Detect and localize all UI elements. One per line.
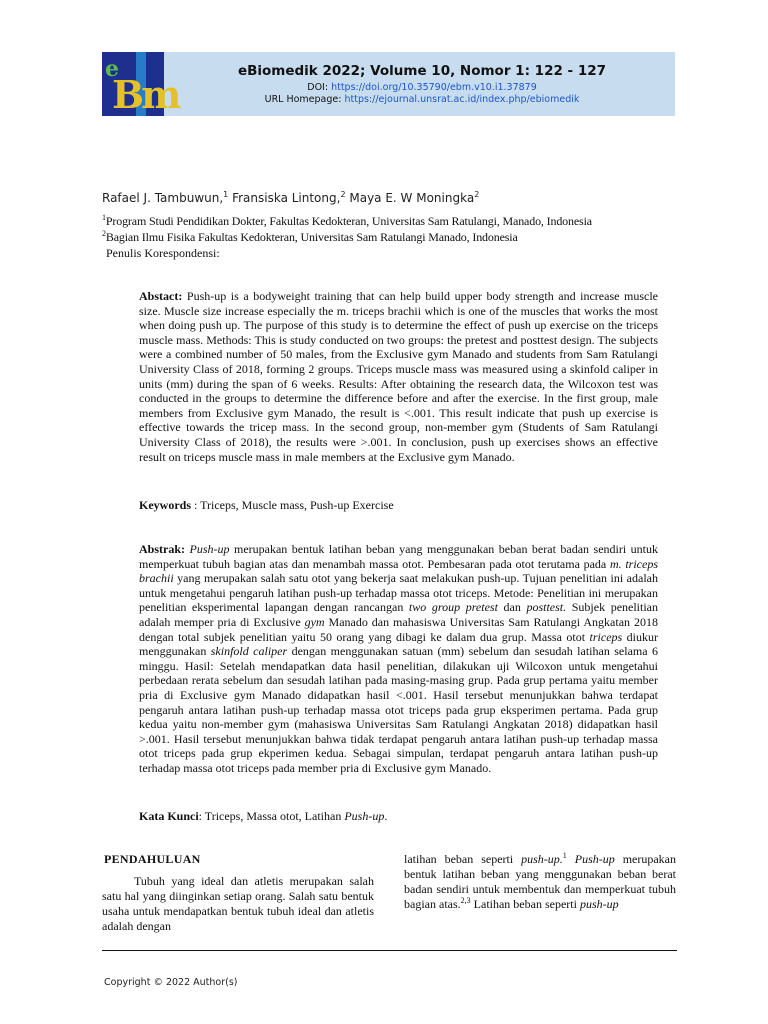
logo-letter-e: e bbox=[105, 56, 119, 82]
intro-right-seg: Latihan beban seperti bbox=[470, 897, 580, 911]
affiliation-2 bbox=[102, 230, 518, 245]
affiliation-2-text: Bagian Ilmu Fisika Fakultas Kedokteran, Universitas Sam Ratulangi Manado, Indonesia bbox=[105, 230, 518, 244]
abstract-english bbox=[139, 289, 658, 464]
intro-right-italic: Push-up bbox=[574, 852, 615, 866]
abstract-id-italic: posttest. bbox=[526, 600, 567, 615]
doi-link[interactable]: https://doi.org/10.35790/ebm.v10.i1.37879 bbox=[331, 82, 537, 93]
footer-divider bbox=[102, 950, 677, 951]
abstract-english-text: Push-up is a bodyweight training that can help build upper body strength and increase muscle size. Muscle size increase especially the m. triceps brachii which is one of the muscles that works the most when doing push up. The purpose of this study is to determine the effect of push up exercise on the triceps muscle mass. Methods: This is study conducted on two groups: the pretest and posttest design. The subjects were a combined number of 50 males, from the Exclusive gym Manado and students from Sam Ratulangi University Class of 2018, forming 2 groups. Triceps muscle mass was measured using a skinfold caliper in units (mm) during the span of 6 weeks. Results: After obtaining the research data, the Wilcoxon test was conducted in the groups to determine the difference before and after the exercise. In the first group, male members from Exclusive gym Manado, the result is <.001. This result indicate that push up exercise is effective towards the tricep mass. In the second group, non-member gym (Students of Sam Ratulangi University Class of 2018), the results were >.001. In conclusion, push up exercises shows an effective result on triceps muscle mass in male members at the Exclusive gym Manado. bbox=[139, 289, 658, 464]
intro-column-right bbox=[404, 852, 676, 912]
doi-label: DOI: bbox=[307, 82, 332, 93]
citation-sup: 1 bbox=[562, 851, 567, 860]
intro-right-seg: merupakan bentuk latihan beban yang menggunakan beban berat badan sendiri untuk membentuk dan memperkuat tubuh bagian atas. bbox=[404, 852, 677, 911]
corresponding-author: Penulis Korespondensi: bbox=[106, 246, 220, 260]
section-heading-pendahuluan: PENDAHULUAN bbox=[104, 852, 201, 866]
abstract-indonesian-label: Abstrak: bbox=[139, 542, 186, 556]
affiliation-1-text: Program Studi Pendidikan Dokter, Fakultas Kedokteran, Universitas Sam Ratulangi, Manado, Indonesia bbox=[105, 214, 592, 228]
journal-citation: eBiomedik 2022; Volume 10, Nomor 1: 122 - 127 bbox=[237, 63, 607, 79]
abstract-id-italic: triceps bbox=[589, 629, 623, 644]
author-1: Rafael J. Tambuwun, bbox=[102, 191, 224, 205]
author-3-sup: 2 bbox=[474, 190, 480, 199]
author-list bbox=[102, 191, 479, 205]
author-3: Maya E. W Moningka bbox=[345, 191, 475, 205]
homepage-link[interactable]: https://ejournal.unsrat.ac.id/index.php/ebiomedik bbox=[344, 94, 580, 105]
abstract-id-seg: Manado dan mahasiswa Universitas Sam Ratulangi Angkatan 2018 dengan total subjek penelitian yaitu 50 orang yang dibagi ke dalam dua grup. Massa otot bbox=[139, 614, 658, 644]
ebm-logo bbox=[102, 52, 179, 117]
homepage-line bbox=[172, 94, 672, 105]
abstract-id-italic: two group pretest bbox=[408, 600, 498, 615]
intro-right-italic: push-up bbox=[579, 897, 619, 911]
author-2: Fransiska Lintong, bbox=[228, 191, 341, 205]
abstract-english-label: Abstact: bbox=[139, 289, 183, 303]
affiliation-1 bbox=[102, 214, 592, 229]
abstract-id-italic: skinfold caliper bbox=[210, 644, 288, 659]
keywords-indonesian-label: Kata Kunci bbox=[139, 809, 199, 823]
keywords-indonesian-text: : Triceps, Massa otot, Latihan bbox=[198, 809, 345, 823]
author-1-sup: 1 bbox=[223, 190, 229, 199]
abstract-id-seg: merupakan bentuk latihan beban yang menggunakan beban berat badan sendiri untuk memperkuat tubuh bagian atas dan menambah massa otot. Pembesaran pada otot terutama pada bbox=[139, 542, 658, 571]
intro-right-seg: latihan beban seperti bbox=[404, 852, 522, 866]
abstract-id-italic: m. triceps brachii bbox=[139, 556, 658, 586]
abstract-id-seg: dan bbox=[497, 600, 527, 615]
keywords-indonesian bbox=[139, 809, 387, 824]
keywords-english-label: Keywords bbox=[139, 498, 191, 512]
affiliation-1-sup: 1 bbox=[102, 213, 106, 222]
abstract-id-seg: diukur menggunakan bbox=[139, 629, 658, 659]
abstract-id-italic: Push-up bbox=[189, 542, 230, 556]
copyright-notice: Copyright © 2022 Author(s) bbox=[104, 977, 238, 988]
abstract-id-italic: gym bbox=[304, 614, 325, 629]
abstract-indonesian bbox=[139, 542, 658, 776]
logo-letters-bm: Bm bbox=[112, 72, 179, 117]
abstract-id-seg: yang merupakan salah satu otot yang bekerja saat melakukan push-up. Tujuan penelitian ini adalah untuk mengetahui pengaruh latihan push-up terhadap massa otot triceps. Metode: Penelitian ini merupakan penelitian eksperimental lapangan dengan rancangan bbox=[139, 571, 658, 615]
doi-line bbox=[172, 82, 672, 93]
url-label: URL Homepage: bbox=[264, 94, 345, 105]
abstract-id-seg: dengan menggunakan satuan (mm) sebelum dan sesudah latihan selama 6 minggu. Hasil: Setelah mendapatkan data hasil penelitian, dilakukan uji Wilcoxon untuk mengetahui perbedaan rerata sebelum dan sesudah latihan pada masing-masing grup. Pada grup pertama yaitu member pria di Exclusive gym Manado didapatkan hasil <.001. Hasil tersebut menunjukkan bahwa terdapat pengaruh antara latihan push-up terhadap massa otot triceps pada grup eksperimen pertama. Pada grup kedua yaitu non-member gym (mahasiswa Universitas Sam Ratulangi Angkatan 2018) didapatkan hasil >.001. Hasil tersebut menunjukkan bahwa tidak terdapat pengaruh antara latihan push-up terhadap massa otot triceps pada grup ekperimen kedua. Sebagai simpulan, terdapat pengaruh antara latihan push-up terhadap massa otot triceps pada member pria di Exclusive gym Manado. bbox=[139, 644, 659, 775]
author-2-sup: 2 bbox=[340, 190, 346, 199]
intro-column-left: Tubuh yang ideal dan atletis merupakan salah satu hal yang diinginkan setiap orang. Salah satu bentuk usaha untuk mendapatkan bentuk tubuh ideal dan atletis adalah dengan bbox=[102, 874, 374, 933]
keywords-english-text: : Triceps, Muscle mass, Push-up Exercise bbox=[191, 498, 394, 512]
intro-right-italic: push-up. bbox=[521, 852, 563, 866]
keywords-indonesian-italic: Push-up bbox=[344, 809, 385, 823]
citation-sup: 2,3 bbox=[460, 896, 471, 905]
keywords-indonesian-end: . bbox=[384, 809, 388, 823]
affiliation-2-sup: 2 bbox=[102, 229, 106, 238]
intro-right-seg bbox=[567, 852, 575, 866]
keywords-english bbox=[139, 498, 394, 513]
abstract-id-seg: Subjek penelitian adalah memper pria di Exclusive bbox=[139, 600, 659, 629]
